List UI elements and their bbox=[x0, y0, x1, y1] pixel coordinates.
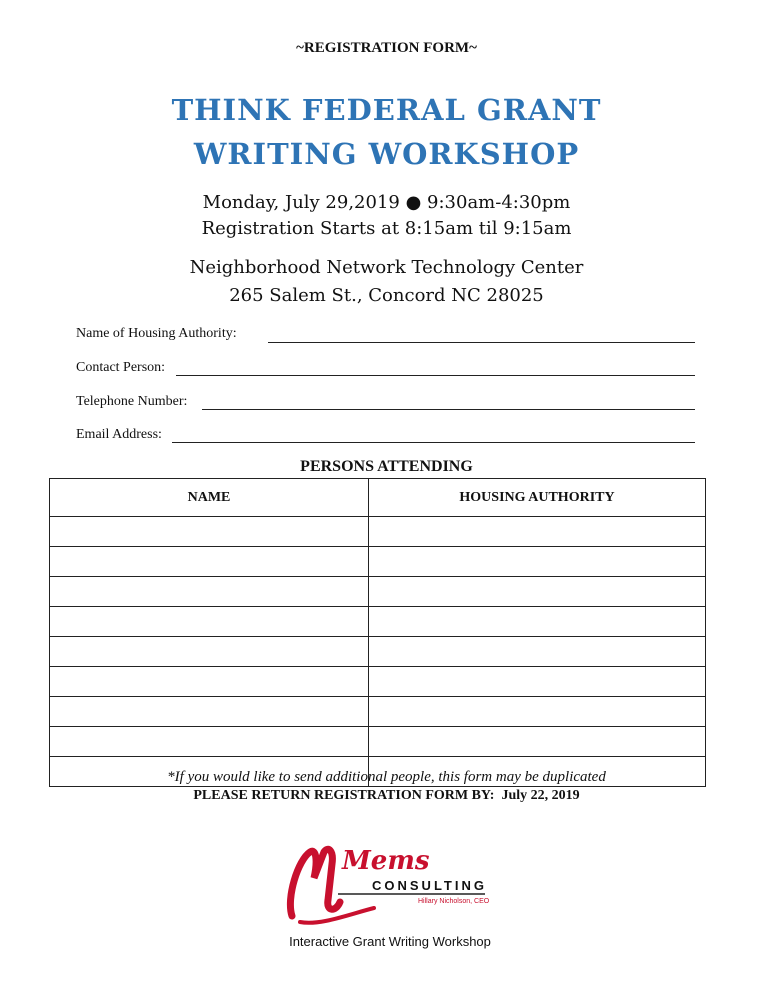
logo-brand-word: CONSULTING bbox=[372, 878, 487, 893]
event-date-time: Monday, July 29,2019 ● 9:30am-4:30pm bbox=[202, 192, 571, 213]
table-row bbox=[50, 727, 706, 757]
table-header-row bbox=[50, 479, 706, 517]
housing-authority-cell[interactable] bbox=[369, 697, 706, 727]
name-cell[interactable] bbox=[50, 607, 369, 637]
form-label: ~REGISTRATION FORM~ bbox=[296, 40, 477, 56]
housing-authority-field[interactable] bbox=[268, 342, 695, 343]
name-cell[interactable] bbox=[50, 577, 369, 607]
table-row bbox=[50, 637, 706, 667]
contact-person-label: Contact Person: bbox=[76, 360, 166, 375]
housing-authority-label: Name of Housing Authority: bbox=[76, 326, 237, 341]
logo-tagline: Interactive Grant Writing Workshop bbox=[289, 934, 491, 949]
telephone-field[interactable] bbox=[202, 409, 695, 410]
table-row bbox=[50, 517, 706, 547]
attendees-heading: PERSONS ATTENDING bbox=[300, 458, 473, 475]
column-housing-authority-header: HOUSING AUTHORITY bbox=[369, 479, 706, 517]
name-cell[interactable] bbox=[50, 547, 369, 577]
table-row bbox=[50, 547, 706, 577]
housing-authority-cell[interactable] bbox=[369, 637, 706, 667]
mems-consulting-logo bbox=[280, 838, 500, 928]
event-registration-time: Registration Starts at 8:15am til 9:15am bbox=[201, 218, 572, 239]
title-line-1: THINK FEDERAL GRANT bbox=[171, 93, 602, 127]
event-address: 265 Salem St., Concord NC 28025 bbox=[229, 285, 544, 306]
return-prefix: PLEASE RETURN REGISTRATION FORM BY: bbox=[193, 788, 495, 803]
housing-authority-cell[interactable] bbox=[369, 667, 706, 697]
attendees-table bbox=[49, 478, 706, 787]
email-label: Email Address: bbox=[76, 427, 162, 442]
title-line-2: WRITING WORKSHOP bbox=[193, 137, 580, 171]
housing-authority-cell[interactable] bbox=[369, 607, 706, 637]
return-deadline bbox=[0, 788, 773, 804]
name-cell[interactable] bbox=[50, 517, 369, 547]
telephone-label: Telephone Number: bbox=[76, 394, 188, 409]
logo-brand-script: Mems bbox=[342, 846, 430, 876]
housing-authority-cell[interactable] bbox=[369, 547, 706, 577]
event-venue: Neighborhood Network Technology Center bbox=[189, 257, 584, 278]
housing-authority-cell[interactable] bbox=[369, 517, 706, 547]
page-title bbox=[0, 88, 773, 176]
name-cell[interactable] bbox=[50, 727, 369, 757]
logo-owner: Hillary Nicholson, CEO bbox=[418, 898, 490, 905]
return-date: July 22, 2019 bbox=[501, 788, 580, 803]
name-cell[interactable] bbox=[50, 637, 369, 667]
table-row bbox=[50, 697, 706, 727]
housing-authority-cell[interactable] bbox=[369, 577, 706, 607]
name-cell[interactable] bbox=[50, 697, 369, 727]
email-field[interactable] bbox=[172, 442, 695, 443]
table-row bbox=[50, 607, 706, 637]
contact-person-field[interactable] bbox=[176, 375, 695, 376]
event-location bbox=[0, 254, 773, 310]
housing-authority-cell[interactable] bbox=[369, 727, 706, 757]
table-row bbox=[50, 667, 706, 697]
event-info bbox=[0, 190, 773, 242]
table-row bbox=[50, 577, 706, 607]
name-cell[interactable] bbox=[50, 667, 369, 697]
duplicate-note: *If you would like to send additional people, this form may be duplicated bbox=[167, 769, 606, 785]
column-name-header: NAME bbox=[50, 479, 369, 517]
